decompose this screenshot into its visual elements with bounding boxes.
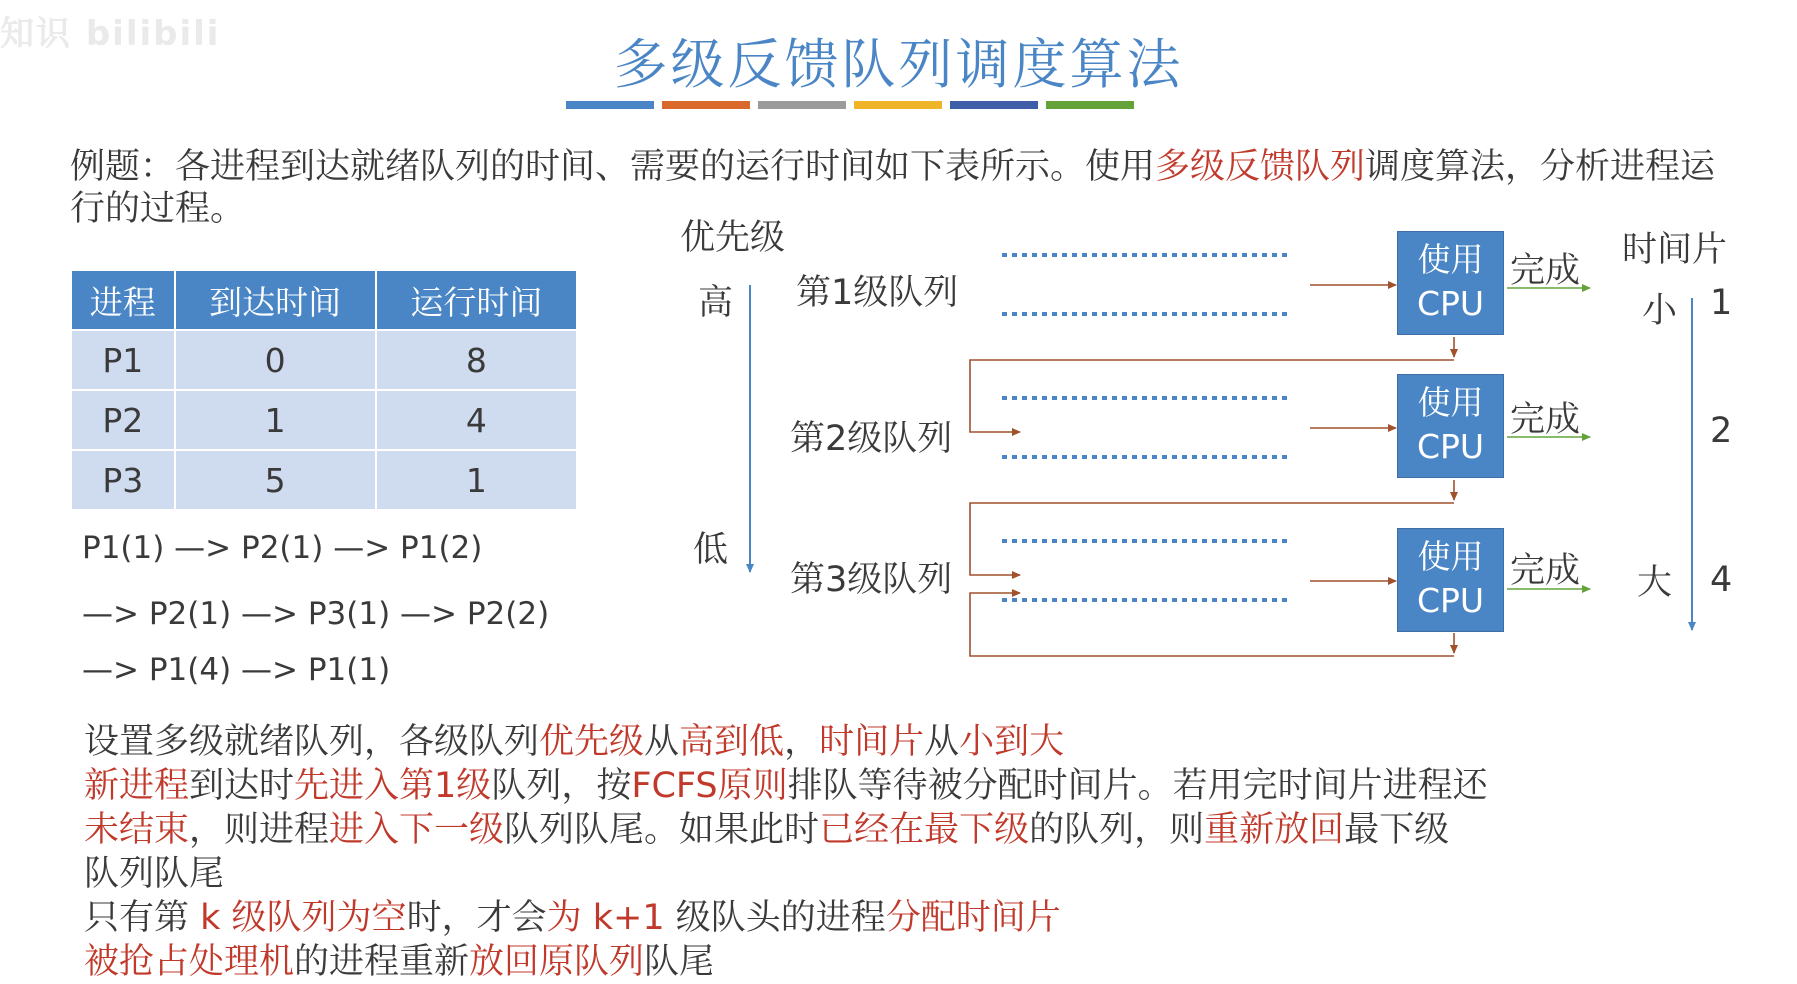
note-text: 队头的进程 (710, 898, 886, 938)
note-highlight: k (200, 898, 221, 938)
table-cell: 0 (175, 330, 376, 390)
queue-2-label: 第2级队列 (790, 419, 953, 459)
note-highlight: 未结束 (84, 810, 190, 850)
note-text: 的队列，则 (1029, 810, 1205, 850)
priority-high-label: 高 (698, 283, 734, 323)
note-line (84, 940, 1724, 984)
done-label-1: 完成 (1510, 251, 1581, 291)
slide-title: 多级反馈队列调度算法 (613, 33, 1184, 96)
sequence-line-3: —> P1(4) —> P1(1) (82, 652, 391, 688)
table-cell: 1 (175, 390, 376, 450)
table-cell: P2 (71, 390, 175, 450)
table-cell: 5 (175, 450, 376, 510)
note-text: 的进程重新 (294, 942, 470, 982)
note-line (84, 896, 1724, 940)
priority-label: 优先级 (680, 218, 786, 258)
note-text: 排队等待被分配时间片。若用完时间片进程还 (787, 766, 1488, 806)
note-highlight: 已经在最下级 (819, 810, 1030, 850)
note-line (84, 720, 1724, 764)
table-cell: P1 (71, 330, 175, 390)
note-text: 从 (644, 722, 680, 762)
note-highlight: 小到大 (959, 722, 1065, 762)
note-text: 队列，按 (491, 766, 632, 806)
watermark: 知识 bilibili (0, 14, 221, 54)
note-text: 最下级 (1344, 810, 1450, 850)
queue-1-label: 第1级队列 (796, 273, 959, 313)
note-highlight: 新进程 (84, 766, 190, 806)
cpu-box-1 (1397, 231, 1504, 335)
note-highlight: 先进入第1级 (294, 766, 492, 806)
done-label-3: 完成 (1510, 551, 1581, 591)
note-highlight: 分配时间片 (885, 898, 1061, 938)
note-text: 队列队尾 (84, 854, 225, 894)
note-highlight: 时间片 (819, 722, 925, 762)
table-cell: 4 (376, 390, 577, 450)
note-highlight: 进入下一级 (329, 810, 505, 850)
cpu-box-2-line2: CPU (1416, 427, 1485, 466)
note-highlight: 为 (546, 898, 593, 938)
note-text: 从 (924, 722, 960, 762)
cpu-box-2 (1397, 374, 1504, 478)
slice-label: 时间片 (1622, 230, 1728, 270)
note-highlight: 优先级 (539, 722, 645, 762)
priority-low-label: 低 (693, 530, 729, 570)
intro-part2: 调度算法，分析进程运行的过程。 (70, 147, 1716, 229)
cpu-box-3 (1397, 528, 1504, 632)
note-line (84, 852, 1724, 896)
requeue-3-loop (970, 593, 1454, 656)
note-highlight: 重新放回 (1204, 810, 1345, 850)
note-text: 只有第 (84, 898, 201, 938)
cpu-box-1-line1: 使用 (1417, 240, 1484, 279)
rules-notes (84, 720, 1724, 984)
table-header: 运行时间 (376, 270, 577, 330)
cpu-box-2-line1: 使用 (1417, 383, 1484, 422)
note-text: 时，才会 (406, 898, 547, 938)
done-label-2: 完成 (1510, 400, 1581, 440)
note-line (84, 808, 1724, 852)
note-highlight: 级队列为空 (220, 898, 407, 938)
note-highlight: 高到低 (679, 722, 785, 762)
intro-part1: 例题：各进程到达就绪队列的时间、需要的运行时间如下表所示。使用 (70, 147, 1156, 187)
note-highlight: 放回原队列 (469, 942, 645, 982)
sequence-line-1: P1(1) —> P2(1) —> P1(2) (82, 530, 483, 566)
table-cell: P3 (71, 450, 175, 510)
intro-highlight: 多级反馈队列 (1155, 147, 1366, 187)
cpu-box-1-line2: CPU (1416, 284, 1485, 323)
slice-value-2: 2 (1710, 411, 1733, 451)
note-line (84, 764, 1724, 808)
table-cell: 8 (376, 330, 577, 390)
note-highlight: k+1 (592, 898, 665, 938)
note-text: 级 (664, 898, 711, 938)
cpu-box-3-line2: CPU (1416, 581, 1485, 620)
queue-3-label: 第3级队列 (790, 560, 953, 600)
sequence-line-2: —> P2(1) —> P3(1) —> P2(2) (82, 596, 550, 632)
table-header: 到达时间 (175, 270, 376, 330)
note-highlight: FCFS原则 (631, 766, 788, 806)
note-text: 队列队尾。如果此时 (504, 810, 820, 850)
note-text: ，则进程 (189, 810, 330, 850)
slice-small-label: 小 (1642, 291, 1678, 331)
note-text: 队尾 (644, 942, 715, 982)
table-header: 进程 (71, 270, 175, 330)
note-text: 设置多级就绪队列，各级队列 (84, 722, 540, 762)
slice-value-1: 1 (1710, 283, 1733, 323)
table-cell: 1 (376, 450, 577, 510)
slice-large-label: 大 (1637, 563, 1673, 603)
note-text: 到达时 (189, 766, 295, 806)
note-highlight: 被抢占处理机 (84, 942, 295, 982)
note-text: ， (784, 722, 820, 762)
slice-value-3: 4 (1710, 560, 1733, 600)
cpu-box-3-line1: 使用 (1417, 537, 1484, 576)
